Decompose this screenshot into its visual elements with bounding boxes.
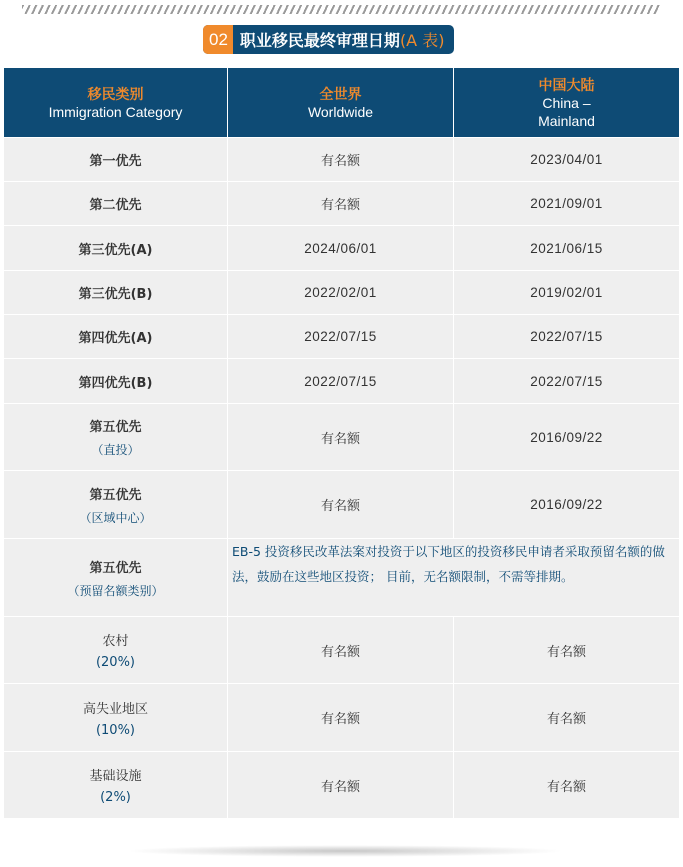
category-label: 第四优先(B) bbox=[78, 375, 153, 391]
header-category-zh: 移民类别 bbox=[87, 85, 144, 102]
category-cell bbox=[4, 138, 228, 182]
category-label: 基础设施 bbox=[89, 769, 142, 784]
header-category bbox=[4, 68, 228, 138]
worldwide-cell: 有名额 bbox=[228, 752, 454, 819]
china-cell: 2022/07/15 bbox=[454, 315, 680, 359]
category-label: 第三优先(A) bbox=[78, 242, 153, 258]
header-worldwide-zh: 全世界 bbox=[319, 85, 362, 102]
table-header-row bbox=[4, 68, 680, 138]
category-label: 农村 bbox=[102, 634, 129, 649]
section-title-suffix: (A 表) bbox=[399, 31, 445, 50]
china-cell: 2023/04/01 bbox=[454, 138, 680, 182]
category-label: 第五优先 bbox=[89, 420, 142, 435]
category-percent: (20%) bbox=[95, 655, 136, 670]
category-cell bbox=[4, 539, 228, 617]
category-cell bbox=[4, 315, 228, 359]
china-cell: 2022/07/15 bbox=[454, 359, 680, 404]
category-cell bbox=[4, 752, 228, 819]
category-label: 第五优先 bbox=[89, 487, 142, 503]
table-row bbox=[4, 752, 680, 819]
section-number: 02 bbox=[203, 25, 233, 54]
worldwide-cell: 2022/07/15 bbox=[228, 315, 454, 359]
table-row bbox=[4, 271, 680, 315]
category-cell bbox=[4, 471, 228, 539]
header-china-en-1: China – bbox=[542, 94, 591, 111]
table-row bbox=[4, 404, 680, 471]
table-row bbox=[4, 315, 680, 359]
china-cell: 有名额 bbox=[454, 752, 680, 819]
china-cell: 有名额 bbox=[454, 617, 680, 684]
category-label: 第三优先(B) bbox=[78, 287, 153, 302]
china-cell: 有名额 bbox=[454, 684, 680, 752]
decorative-hatch-bar bbox=[22, 5, 660, 14]
table-row bbox=[4, 539, 680, 617]
reserved-visa-note: EB-5 投资移民改革法案对投资于以下地区的投资移民申请者采取预留名额的做法，鼓励在这些地区投资； 目前，无名额限制，不需等排期。 bbox=[228, 539, 680, 617]
category-cell bbox=[4, 182, 228, 226]
worldwide-cell: 有名额 bbox=[228, 617, 454, 684]
section-title-text: 职业移民最终审理日期 bbox=[239, 31, 400, 50]
category-cell bbox=[4, 271, 228, 315]
china-cell: 2021/06/15 bbox=[454, 226, 680, 271]
worldwide-cell: 2024/06/01 bbox=[228, 226, 454, 271]
category-label: 第二优先 bbox=[89, 198, 142, 213]
table-row bbox=[4, 359, 680, 404]
header-category-en: Immigration Category bbox=[48, 103, 183, 120]
category-label: 第四优先(A) bbox=[78, 331, 153, 346]
category-sublabel: （直投） bbox=[91, 443, 140, 457]
table-row bbox=[4, 684, 680, 752]
table-row bbox=[4, 182, 680, 226]
category-percent: (10%) bbox=[95, 722, 136, 738]
header-china bbox=[454, 68, 680, 138]
china-cell: 2016/09/22 bbox=[454, 471, 680, 539]
section-title-badge bbox=[203, 25, 454, 54]
category-sublabel: （区域中心） bbox=[79, 510, 152, 525]
category-label: 高失业地区 bbox=[82, 701, 148, 717]
table-row bbox=[4, 226, 680, 271]
header-china-zh: 中国大陆 bbox=[538, 76, 595, 93]
china-cell: 2021/09/01 bbox=[454, 182, 680, 226]
worldwide-cell: 有名额 bbox=[228, 404, 454, 471]
worldwide-cell: 2022/02/01 bbox=[228, 271, 454, 315]
worldwide-cell: 有名额 bbox=[228, 182, 454, 226]
header-worldwide bbox=[228, 68, 454, 138]
category-cell bbox=[4, 226, 228, 271]
header-worldwide-en: Worldwide bbox=[307, 103, 374, 120]
category-label: 第一优先 bbox=[89, 154, 142, 169]
china-cell: 2019/02/01 bbox=[454, 271, 680, 315]
table-row bbox=[4, 617, 680, 684]
category-cell bbox=[4, 617, 228, 684]
table-row bbox=[4, 138, 680, 182]
visa-bulletin-table bbox=[3, 67, 680, 819]
decorative-shadow bbox=[125, 845, 565, 857]
worldwide-cell: 2022/07/15 bbox=[228, 359, 454, 404]
china-cell: 2016/09/22 bbox=[454, 404, 680, 471]
worldwide-cell: 有名额 bbox=[228, 138, 454, 182]
category-percent: (2%) bbox=[100, 790, 131, 805]
category-cell bbox=[4, 684, 228, 752]
category-cell bbox=[4, 404, 228, 471]
category-cell bbox=[4, 359, 228, 404]
category-sublabel: （预留名额类别） bbox=[67, 583, 164, 598]
worldwide-cell: 有名额 bbox=[228, 471, 454, 539]
header-china-en-2: Mainland bbox=[538, 112, 595, 129]
section-title bbox=[233, 28, 445, 51]
worldwide-cell: 有名额 bbox=[228, 684, 454, 752]
category-label: 第五优先 bbox=[89, 560, 142, 576]
table-row bbox=[4, 471, 680, 539]
